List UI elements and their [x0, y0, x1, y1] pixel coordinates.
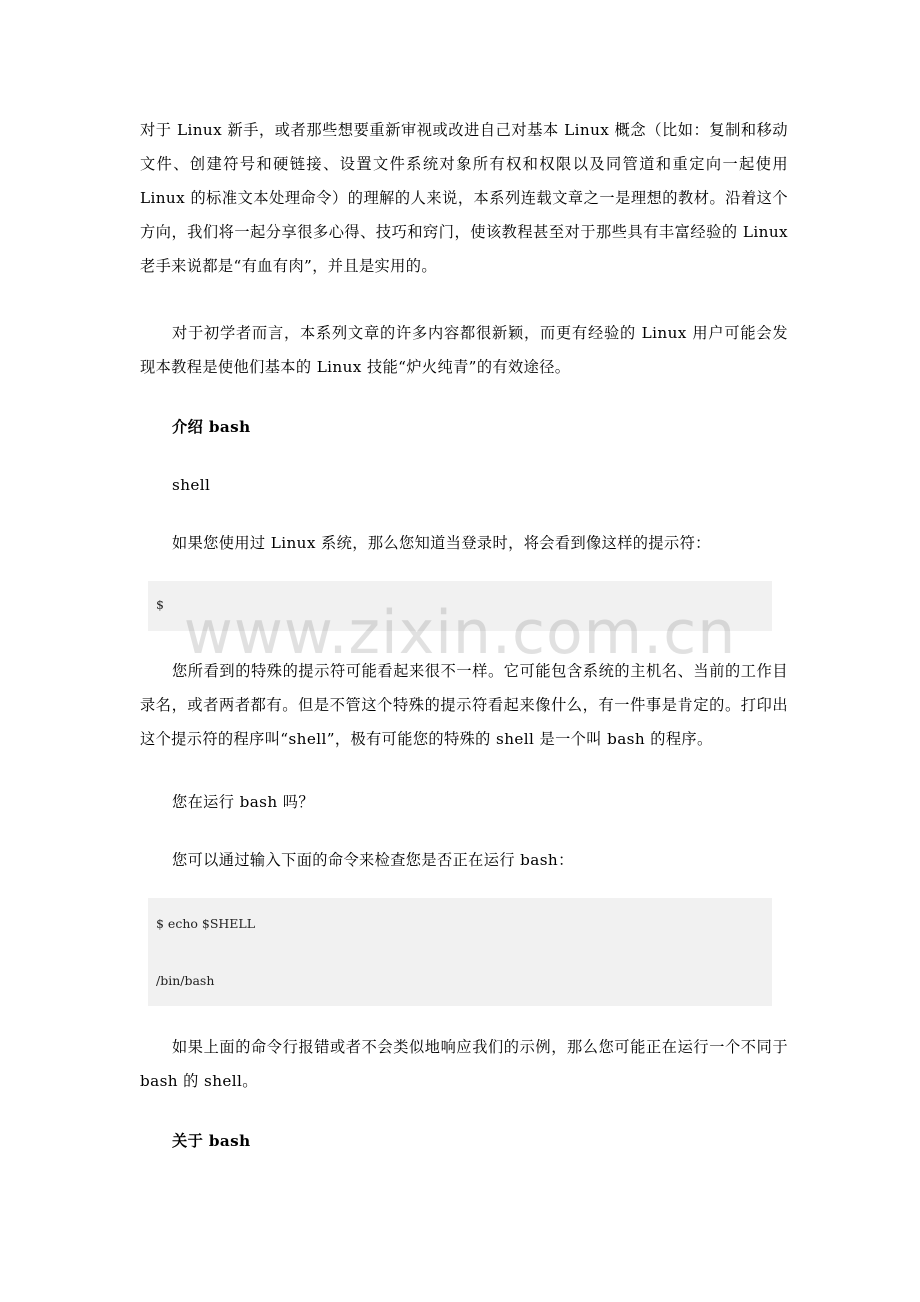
shell-label: shell [172, 476, 211, 494]
section-heading-about-bash: 关于 bash [172, 1132, 251, 1150]
prompt-description-paragraph: 您所看到的特殊的提示符可能看起来很不一样。它可能包含系统的主机名、当前的工作目录名，或者两者都有。但是不管这个特殊的提示符看起来像什么，有一件事是肯定的。打印出这个提示符的程序叫“shell”，极有可能您的特殊的 shell 是一个叫 bash 的程序。 [140, 662, 788, 748]
intro-paragraph: 对于 Linux 新手，或者那些想要重新审视或改进自己对基本 Linux 概念（比如：复制和移动文件、创建符号和硬链接、设置文件系统对象所有权和权限以及同管道和重定向一起使用 Linux 的标准文本处理命令）的理解的人来说，本系列连载文章之一是理想的教材。沿着这个方向，我们将一起分享很多心得、技巧和窍门，使该教程甚至对于那些具有丰富经验的 Linux 老手来说都是“有血有肉”，并且是实用的。 [140, 121, 788, 275]
beginners-paragraph: 对于初学者而言，本系列文章的许多内容都很新颖，而更有经验的 Linux 用户可能会发现本教程是使他们基本的 Linux 技能“炉火纯青”的有效途径。 [140, 324, 788, 376]
section-heading-intro-bash: 介绍 bash [172, 418, 251, 436]
code-line: $ echo $SHELL [156, 916, 256, 931]
code-line: /bin/bash [156, 973, 215, 988]
code-line: $ [156, 597, 164, 612]
check-bash-paragraph: 您可以通过输入下面的命令来检查您是否正在运行 bash： [172, 851, 574, 869]
running-bash-question: 您在运行 bash 吗？ [172, 793, 314, 811]
prompt-paragraph: 如果您使用过 Linux 系统，那么您知道当登录时，将会看到像这样的提示符： [172, 534, 711, 552]
watermark: www.zixin.com.cn [183, 598, 737, 668]
different-shell-paragraph: 如果上面的命令行报错或者不会类似地响应我们的示例，那么您可能正在运行一个不同于 bash 的 shell。 [140, 1038, 788, 1090]
code-block-echo-shell [148, 898, 772, 1006]
